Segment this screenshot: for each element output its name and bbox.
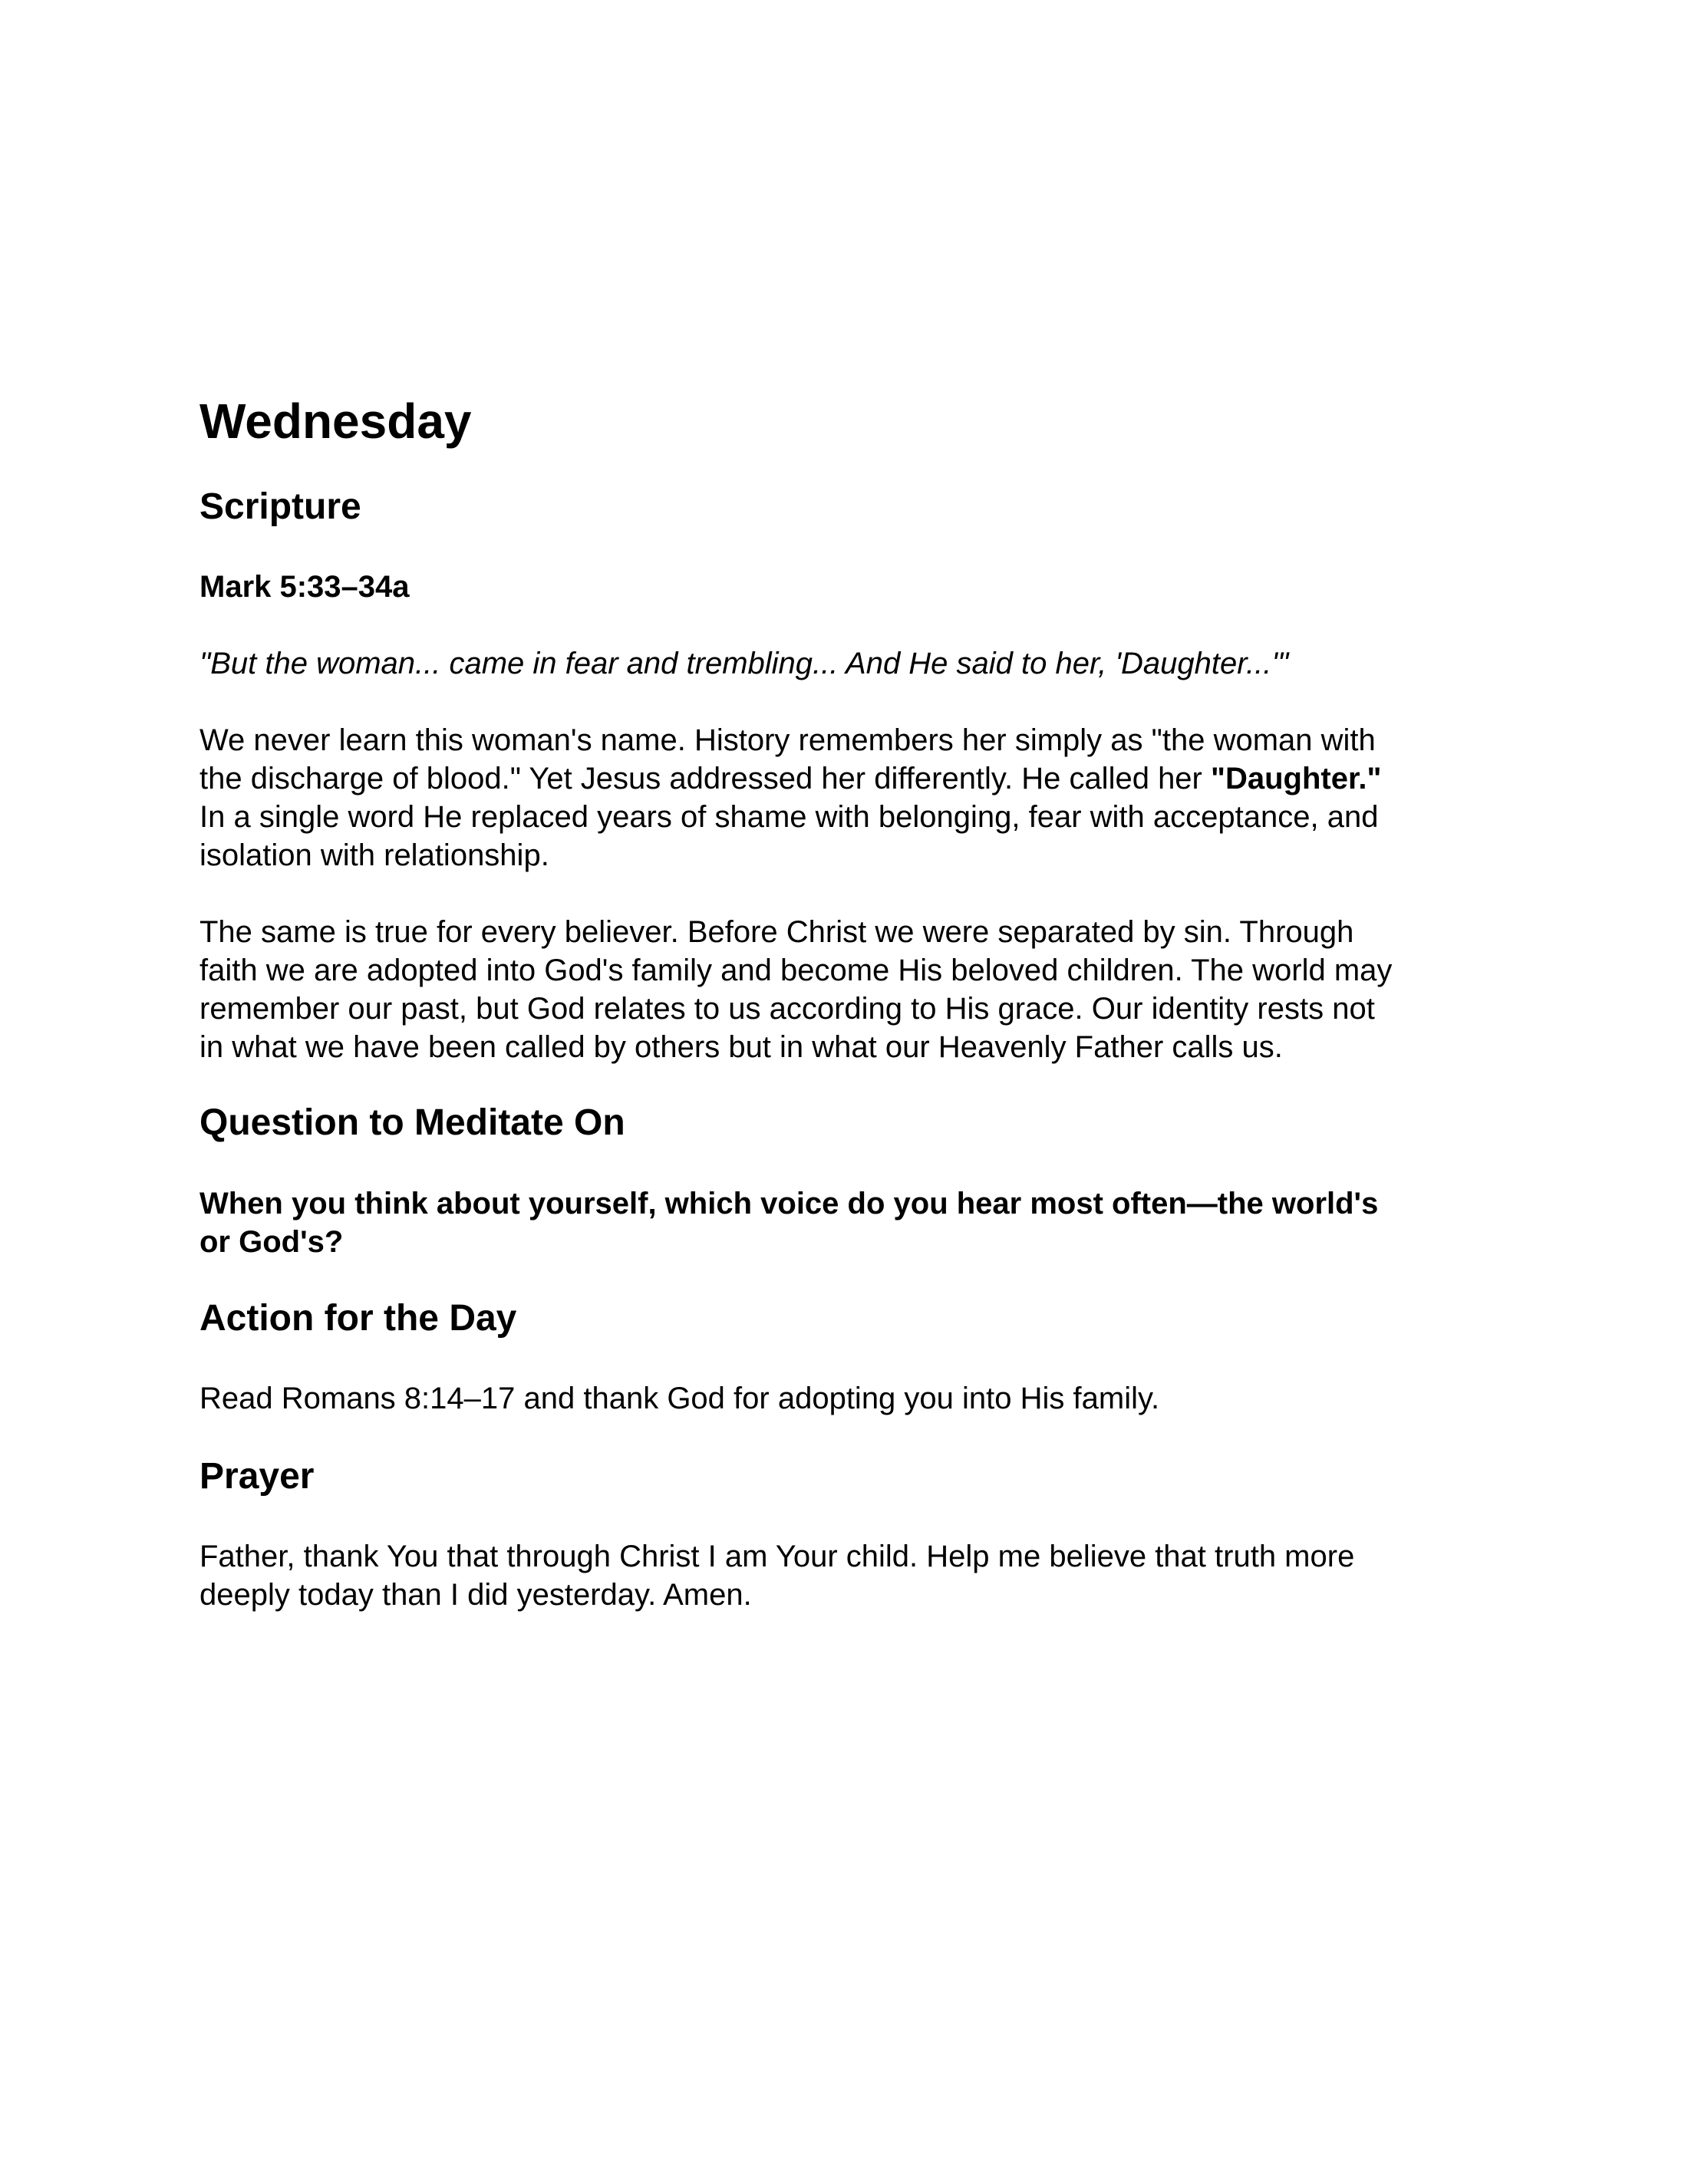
paragraph-line: in what we have been called by others but in what our Heavenly Father calls us. xyxy=(199,1030,1283,1064)
question-heading: Question to Meditate On xyxy=(199,1102,625,1143)
paragraph-line: The same is true for every believer. Before Christ we were separated by sin. Through xyxy=(199,915,1354,949)
paragraph-line: faith we are adopted into God's family and become His beloved children. The world may xyxy=(199,954,1393,987)
reflection-paragraph-1 xyxy=(199,721,1496,875)
page-title: Wednesday xyxy=(199,394,472,449)
action-text: Read Romans 8:14–17 and thank God for adopting you into His family. xyxy=(199,1382,1160,1415)
prayer-line: deeply today than I did yesterday. Amen. xyxy=(199,1578,752,1612)
prayer-line: Father, thank You that through Christ I am Your child. Help me believe that truth more xyxy=(199,1540,1355,1573)
scripture-heading: Scripture xyxy=(199,486,361,527)
reflection-paragraph-2 xyxy=(199,913,1496,1066)
daughter-emphasis: "Daughter." xyxy=(1211,762,1382,796)
paragraph-line: isolation with relationship. xyxy=(199,838,549,872)
paragraph-line: We never learn this woman's name. History remembers her simply as "the woman with xyxy=(199,723,1376,757)
action-heading: Action for the Day xyxy=(199,1298,517,1339)
prayer-heading: Prayer xyxy=(199,1456,315,1497)
meditation-question xyxy=(199,1184,1496,1261)
scripture-quote: "But the woman... came in fear and trembling... And He said to her, 'Daughter...'" xyxy=(199,647,1289,680)
scripture-reference: Mark 5:33–34a xyxy=(199,570,410,604)
paragraph-text: the discharge of blood." Yet Jesus addressed her differently. He called her xyxy=(199,762,1211,796)
paragraph-line: remember our past, but God relates to us according to His grace. Our identity rests not xyxy=(199,992,1375,1026)
paragraph-line xyxy=(199,759,1496,798)
question-line: When you think about yourself, which voice do you hear most often—the world's xyxy=(199,1187,1379,1220)
paragraph-line: In a single word He replaced years of shame with belonging, fear with acceptance, and xyxy=(199,800,1379,834)
prayer-text xyxy=(199,1537,1496,1614)
question-line: or God's? xyxy=(199,1225,344,1259)
